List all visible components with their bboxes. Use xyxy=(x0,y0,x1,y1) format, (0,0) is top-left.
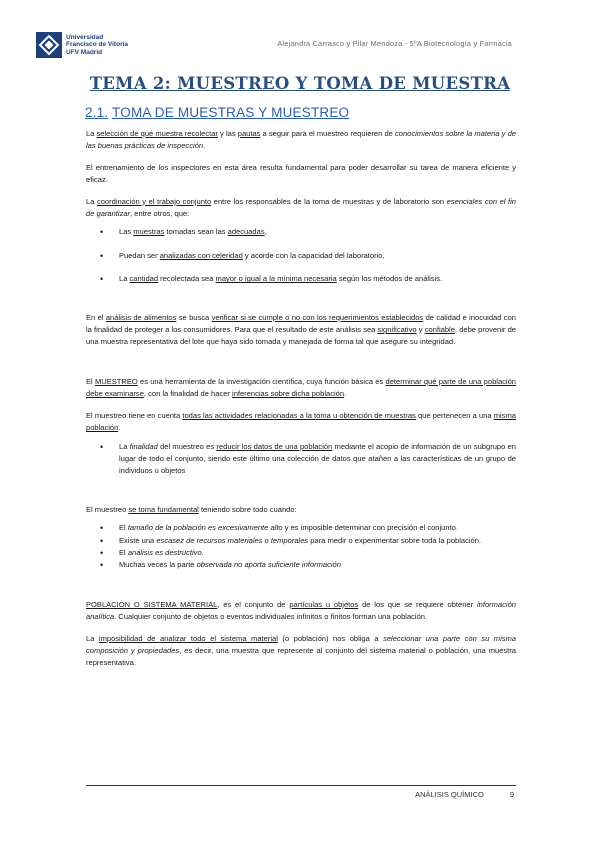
text-run: analizadas con celeridad xyxy=(159,250,243,260)
text-run: esenciales con el fin de garantizar xyxy=(86,196,516,219)
text-run: se toma fundamental xyxy=(128,504,199,514)
text-run: El xyxy=(86,376,95,386)
page-title: TEMA 2: MUESTREO Y TOMA DE MUESTRA xyxy=(89,74,511,93)
text-run: , entre otros, que: xyxy=(130,209,190,219)
paragraph-7 xyxy=(86,504,516,516)
text-run: misma población xyxy=(86,410,516,433)
logo-line-2: Francisco de Vitoria xyxy=(66,41,129,49)
text-run: entre los responsables de la toma de muestras y de laboratorio son xyxy=(211,196,447,206)
ufv-logo-icon xyxy=(36,32,62,58)
page-footer xyxy=(415,790,514,799)
list-item xyxy=(86,547,516,559)
list-item xyxy=(86,535,516,547)
text-run: de los que se requiere obtener xyxy=(358,599,477,609)
text-run: En el xyxy=(86,312,106,322)
paragraph-2: El entrenamiento de los inspectores en esta área resulta fundamental para poder desarrollar su tarea de manera eficiente y eficaz. xyxy=(86,162,516,185)
text-run: y las xyxy=(217,129,238,138)
list-item xyxy=(86,559,516,571)
list-item xyxy=(86,441,516,478)
text-run: finalidad xyxy=(129,441,158,451)
section-title-text: TOMA DE MUESTRAS Y MUESTREO xyxy=(112,105,350,120)
text-run: . xyxy=(201,547,204,557)
text-run: La xyxy=(119,441,130,451)
footer-divider xyxy=(86,785,516,786)
text-run: . xyxy=(344,389,347,399)
text-run: Puedan ser xyxy=(119,250,160,260)
bullet-list-3 xyxy=(86,522,516,572)
text-run: para medir o experimentar sobre toda la población. xyxy=(308,535,482,545)
text-run: determinar qué parte de una población debe examinarse xyxy=(86,376,516,399)
paragraph-8 xyxy=(86,599,516,624)
text-run: Existe una xyxy=(119,535,157,545)
paragraph-6 xyxy=(86,410,516,435)
page-number: 9 xyxy=(509,790,514,799)
text-run: , con la finalidad de hacer xyxy=(143,389,233,399)
text-run: teniendo sobre todo cuando: xyxy=(198,504,297,514)
text-run: es una herramienta de la investigación científica, cuya función básica es xyxy=(137,376,386,386)
document-body xyxy=(86,128,516,670)
paragraph-1 xyxy=(86,128,516,153)
list-item xyxy=(86,522,516,534)
text-run: El muestreo tiene en cuenta xyxy=(86,410,183,420)
list-item xyxy=(86,250,516,262)
text-run: significativo xyxy=(377,325,417,335)
text-run: cantidad xyxy=(129,274,159,284)
paragraph-3 xyxy=(86,196,516,221)
text-run: adecuadas xyxy=(227,227,265,237)
text-run: análisis es destructivo xyxy=(127,547,202,557)
text-run: seleccionar una parte con su misma composición y propiedades xyxy=(86,633,517,655)
text-run: todas las actividades relacionadas a la toma u obtención de muestras xyxy=(182,410,416,420)
text-run: escasez de recursos materiales o temporales xyxy=(156,535,309,545)
text-run: , es decir, una muestra que represente al conjunto del sistema material o población, una muestra representativa. xyxy=(86,645,516,668)
text-run: La xyxy=(86,129,97,138)
logo-line-3: UFV Madrid xyxy=(66,48,103,56)
text-run: El muestreo xyxy=(86,504,129,514)
text-run: La xyxy=(119,274,130,284)
text-run: conocimientos sobre la materia y de las buenas prácticas de inspección xyxy=(86,129,516,151)
list-item xyxy=(86,226,516,238)
text-run: selección de qué muestra recolectar xyxy=(96,129,218,138)
text-run: análisis de alimentos xyxy=(105,312,177,322)
text-run: reducir los datos de una población xyxy=(216,441,333,451)
text-run: MUESTREO xyxy=(94,376,138,386)
text-run: . xyxy=(203,141,206,151)
logo-text xyxy=(66,34,128,56)
text-run: del muestreo es xyxy=(157,441,217,451)
text-run: coordinación y el trabajo conjunto xyxy=(96,196,212,206)
text-run: y acorde con la capacidad del laboratorio, xyxy=(242,250,385,260)
paragraph-5 xyxy=(86,376,516,401)
text-run: y xyxy=(416,325,425,335)
text-run: El xyxy=(119,547,128,557)
text-run: Muchas veces la parte xyxy=(119,560,197,570)
text-run: a seguir para el muestreo requieren de xyxy=(260,129,395,138)
text-run: imposibilidad de analizar todo el sistema material xyxy=(98,633,278,643)
text-run: (o población) nos obliga a xyxy=(277,633,384,643)
paragraph-4 xyxy=(86,312,516,349)
section-heading xyxy=(85,105,349,120)
text-run: , es el conjunto de xyxy=(217,599,290,609)
text-run: , xyxy=(264,227,267,237)
text-run: confiable xyxy=(424,325,455,335)
text-run: Las xyxy=(119,227,134,237)
text-run: de calidad e inocuidad con la finalidad de proteger a los consumidores. Para que el resultado de este análisis sea xyxy=(86,312,516,335)
text-run: , debe provenir de una muestra representativa del lote que haya sido tomada y manejada de forma tal que asegure su integridad. xyxy=(86,325,517,347)
university-logo xyxy=(36,32,128,58)
text-run: información analítica xyxy=(86,599,516,622)
text-run: tamaño de la población es excesivamente alto xyxy=(127,523,283,533)
bullet-list-1 xyxy=(86,226,516,285)
text-run: tomadas sean las xyxy=(164,227,228,237)
page-header xyxy=(36,32,512,60)
text-run: La xyxy=(86,633,99,643)
text-run: observada no aporta suficiente información xyxy=(196,560,341,570)
bullet-list-2 xyxy=(86,441,516,478)
footer-subject: ANÁLISIS QUÍMICO xyxy=(415,790,484,799)
list-item xyxy=(86,273,516,285)
text-run: . xyxy=(118,423,121,433)
header-authors: Alejandra Carrasco y Pilar Mendoza - 5ºA Biotecnología y Farmacia xyxy=(277,39,512,48)
text-run: y es imposible determinar con precisión el conjunto. xyxy=(282,523,458,533)
text-run: mayor o igual a la mínima necesaria xyxy=(215,274,337,284)
text-run: que pertenecen a una xyxy=(415,410,494,420)
text-run: POBLACIÓN O SISTEMA MATERIAL xyxy=(86,599,218,609)
text-run: se busca xyxy=(176,312,212,322)
text-run: El xyxy=(119,523,128,533)
text-run: partículas u objetos xyxy=(289,599,359,609)
section-number: 2.1. xyxy=(85,105,109,120)
logo-line-1: Universidad xyxy=(66,34,104,42)
text-run: pautas xyxy=(237,129,261,138)
text-run: recolectada sea xyxy=(158,274,216,284)
text-run: muestras xyxy=(133,227,165,237)
text-run: inferencias sobre dicha población xyxy=(232,389,345,399)
text-run: La xyxy=(86,196,97,206)
paragraph-9 xyxy=(86,633,516,670)
text-run: . Cualquier conjunto de objetos o eventos individuales infinitos o finitos forman una población. xyxy=(114,612,428,622)
text-run: verificar si se cumple o no con los requerimientos establecidos xyxy=(211,312,424,322)
text-run: mediante el acopio de información de un subgrupo en lugar de todo el conjunto, siendo este último una colección de datos que atañen a las características de un grupo de individuos u objetos xyxy=(119,441,516,476)
text-run: según los métodos de análisis. xyxy=(336,274,443,284)
